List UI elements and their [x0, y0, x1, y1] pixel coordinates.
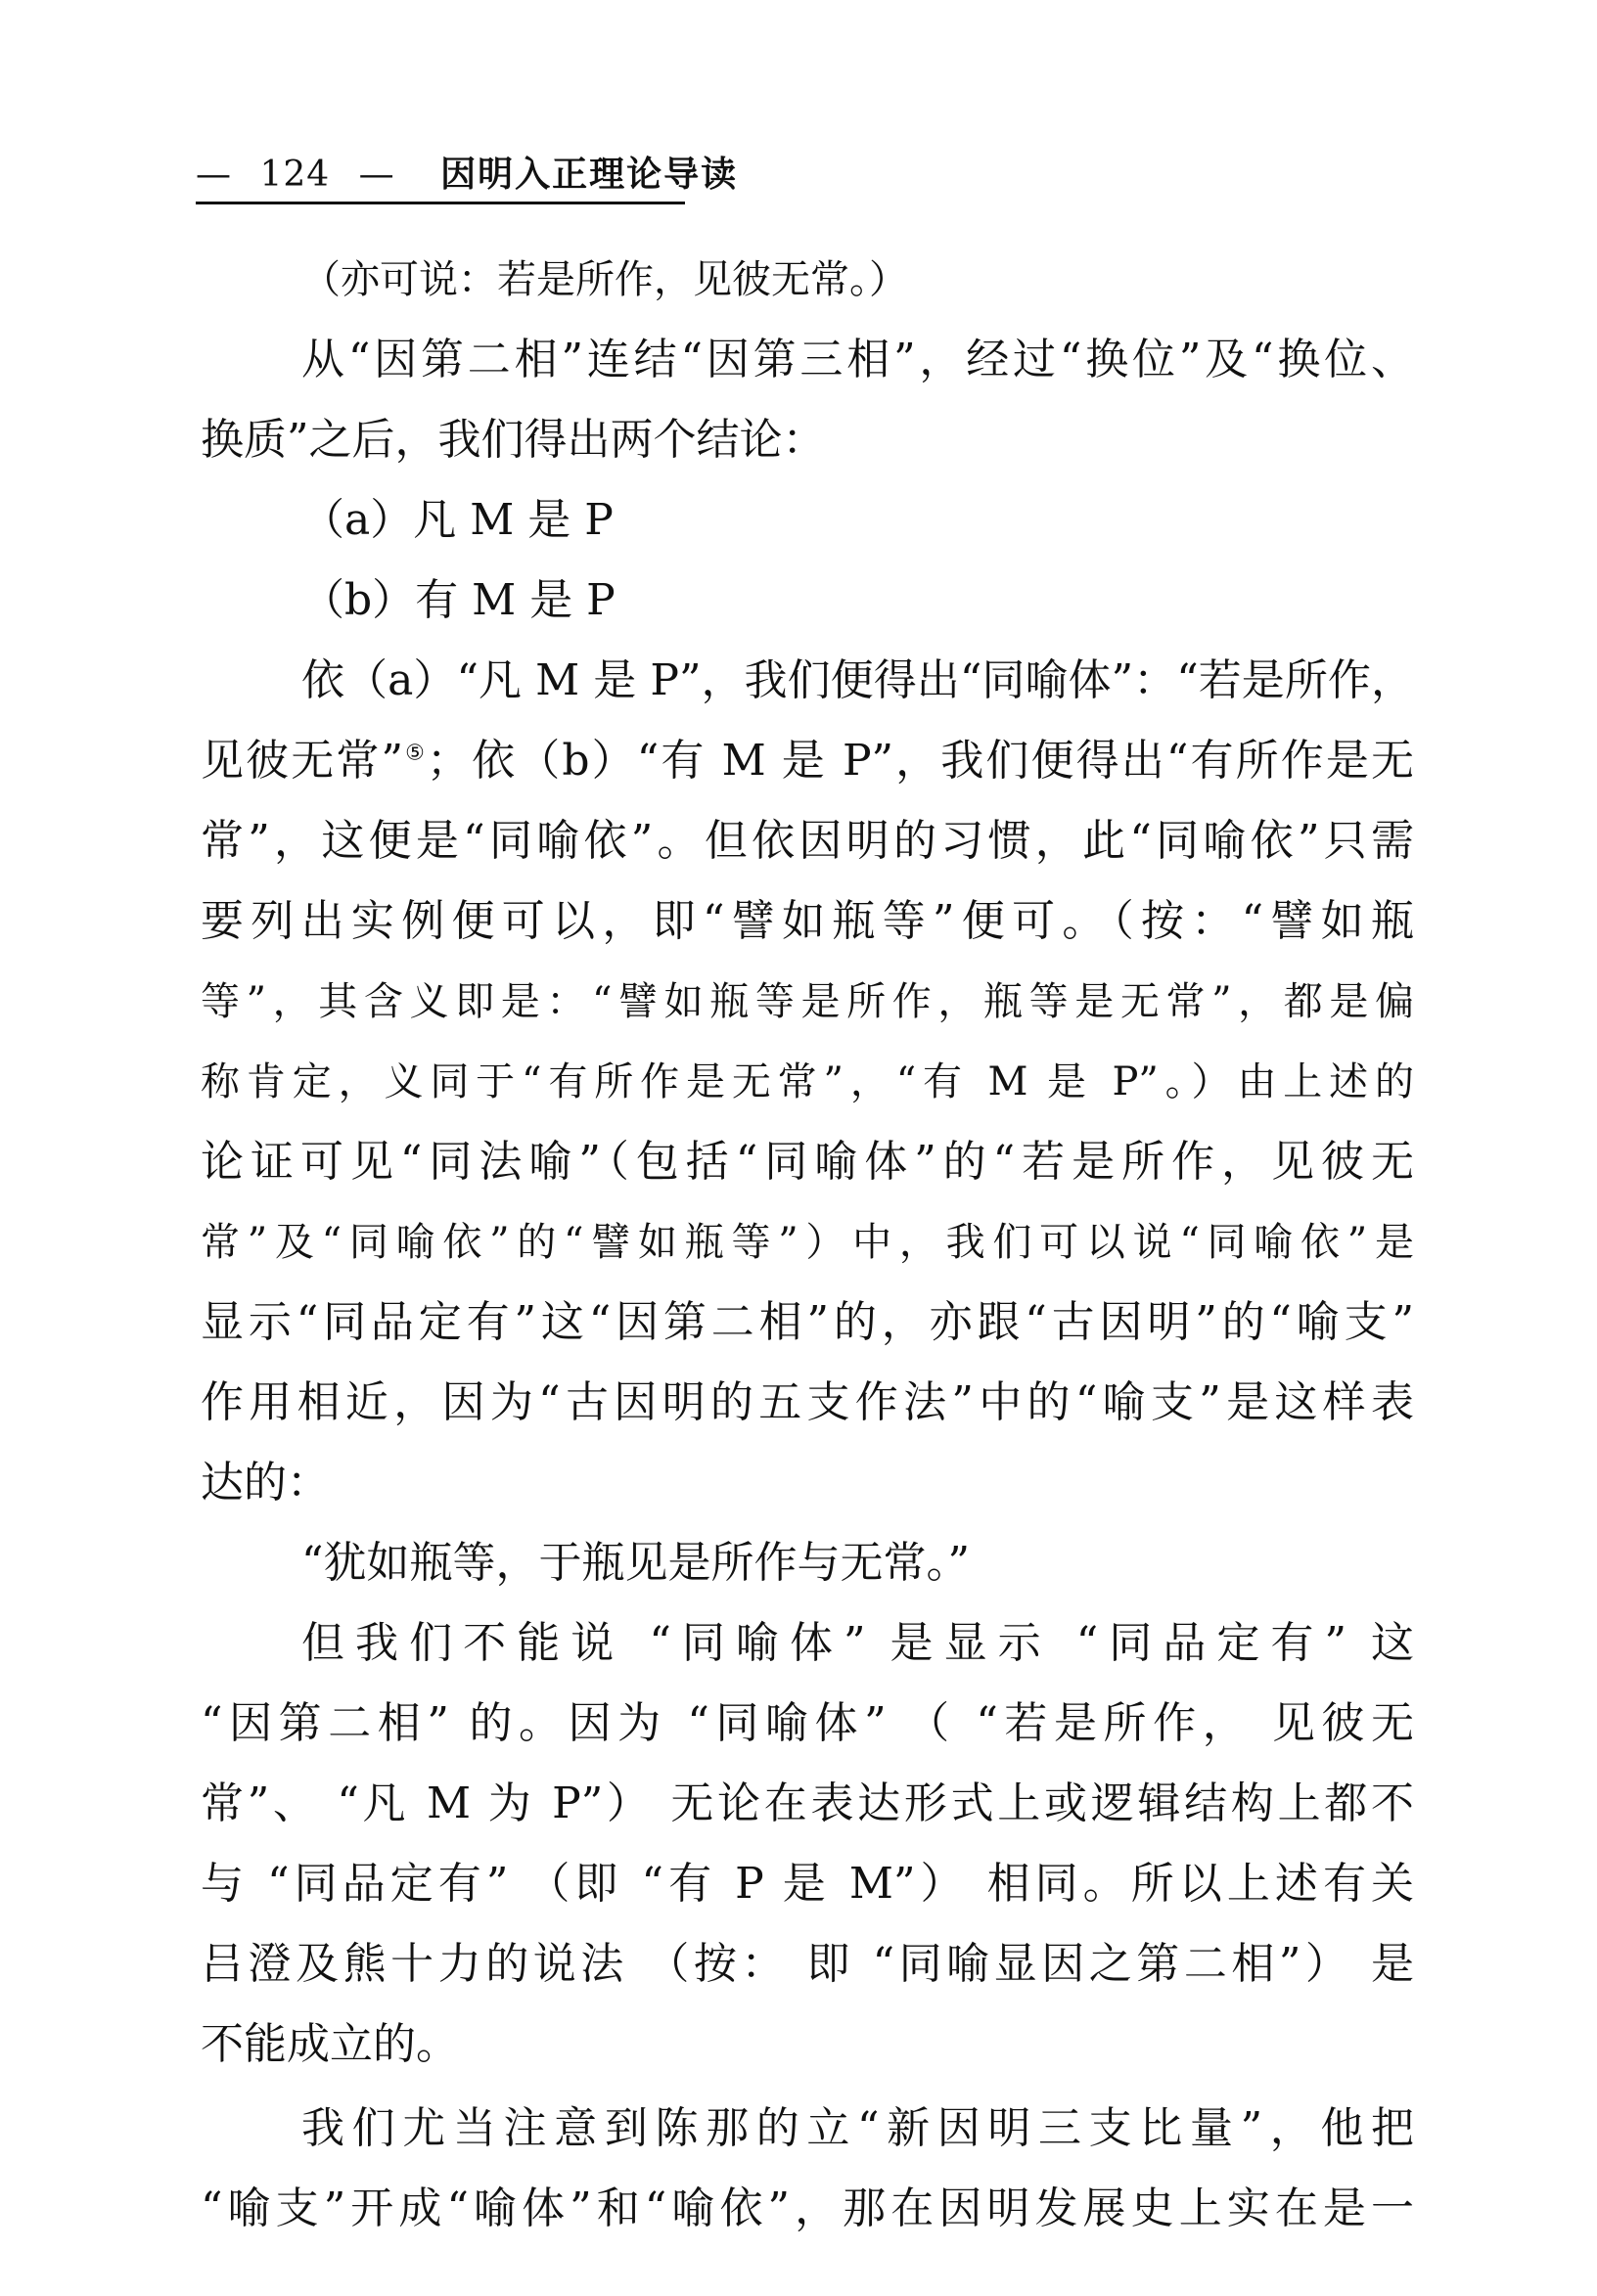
- text-line: 达的：: [201, 1458, 330, 1508]
- header-rule: [196, 202, 685, 204]
- text-line: 称肯定，义同于“有所作是无常”，“有 M 是 P”。）由上述的: [201, 1059, 1414, 1104]
- page-number: 124: [259, 155, 331, 195]
- text-line: 但我们不能说 “同喻体” 是显示 “同品定有” 这: [301, 1618, 1414, 1668]
- text-line: 常”及“同喻依”的“譬如瓶等”）中，我们可以说“同喻依”是: [201, 1220, 1414, 1265]
- text-line: 我们尤当注意到陈那的立“新因明三支比量”，他把: [301, 2103, 1414, 2153]
- text-line: 依（a）“凡 M 是 P”，我们便得出“同喻体”：“若是所作，: [301, 655, 1414, 705]
- running-header: [196, 147, 1409, 202]
- header-dash-left: —: [196, 155, 231, 195]
- text-line: 常”、 “凡 M 为 P”） 无论在表达形式上或逻辑结构上都不: [201, 1778, 1414, 1828]
- text-line: （b）有 M 是 P: [301, 575, 616, 625]
- text-line: 换质”之后，我们得出两个结论：: [201, 415, 826, 465]
- text-line: 不能成立的。: [201, 2019, 459, 2069]
- text-line: “喻支”开成“喻体”和“喻依”，那在因明发展史上实在是一: [201, 2183, 1414, 2233]
- footnote-marker: ⑤: [402, 741, 427, 766]
- text-line: 吕澄及熊十力的说法 （按： 即 “同喻显因之第二相”） 是: [201, 1939, 1414, 1989]
- text-line: “犹如瓶等，于瓶见是所作与无常。”: [301, 1538, 970, 1588]
- book-title: 因明入正理论导读: [440, 154, 739, 195]
- text-line: 与 “同品定有” （即 “有 P 是 M”） 相同。所以上述有关: [201, 1859, 1414, 1909]
- header-dash-right: —: [358, 155, 394, 195]
- text-line: 从“因第二相”连结“因第三相”，经过“换位”及“换位、: [301, 335, 1414, 384]
- text-segment: ；依（b）“有 M 是 P”，我们便得出“有所作是无: [426, 736, 1414, 786]
- text-line: （a）凡 M 是 P: [301, 495, 614, 545]
- text-line: 要列出实例便可以，即“譬如瓶等”便可。（按：“譬如瓶: [201, 896, 1414, 946]
- text-line: 常”，这便是“同喻依”。但依因明的习惯，此“同喻依”只需: [201, 816, 1414, 866]
- text-segment: 见彼无常”: [201, 736, 403, 786]
- text-line: 作用相近，因为“古因明的五支作法”中的“喻支”是这样表: [201, 1377, 1414, 1427]
- text-line: “因第二相” 的。因为 “同喻体” （ “若是所作， 见彼无: [201, 1698, 1414, 1748]
- text-line: 显示“同品定有”这“因第二相”的，亦跟“古因明”的“喻支”: [201, 1297, 1414, 1347]
- text-line: 等”，其含义即是：“譬如瓶等是所作，瓶等是无常”，都是偏: [201, 979, 1414, 1024]
- body-text: [201, 240, 1414, 2249]
- text-line: （亦可说：若是所作，见彼无常。）: [301, 257, 908, 302]
- text-line: 论证可见“同法喻”（包括“同喻体”的“若是所作，见彼无: [201, 1137, 1414, 1187]
- text-line-with-footnote: [201, 721, 1414, 801]
